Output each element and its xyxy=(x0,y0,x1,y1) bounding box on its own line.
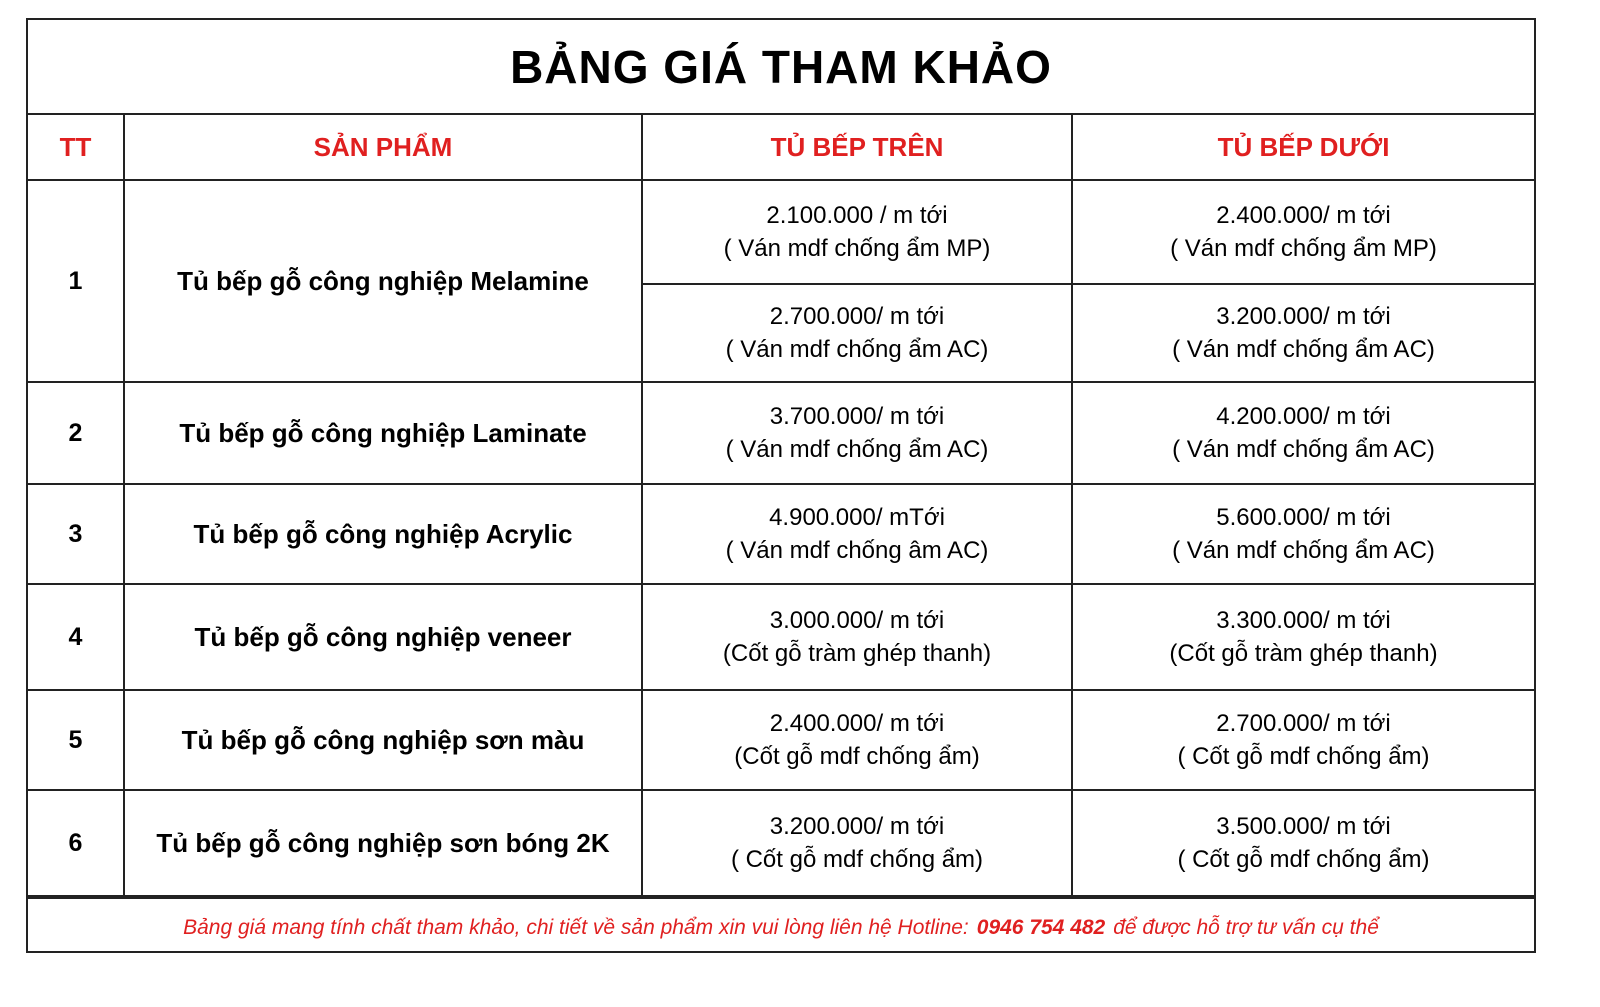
product-name: Tủ bếp gỗ công nghiệp veneer xyxy=(124,584,642,690)
material-note: ( Ván mdf chống ẩm AC) xyxy=(725,336,989,363)
header-lower-cabinet: TỦ BẾP DƯỚI xyxy=(1072,115,1534,180)
header-upper-cabinet: TỦ BẾP TRÊN xyxy=(642,115,1072,180)
price-value: 3.000.000/ m tới xyxy=(769,607,945,634)
material-note: (Cốt gỗ mdf chống ẩm) xyxy=(734,743,980,770)
price-value: 2.100.000 / m tới xyxy=(766,202,948,229)
upper-price-cell xyxy=(642,790,1072,896)
product-name: Tủ bếp gỗ công nghiệp sơn màu xyxy=(124,690,642,790)
row-number: 4 xyxy=(28,584,124,690)
price-value: 4.200.000/ m tới xyxy=(1216,403,1391,430)
price-table-frame xyxy=(26,18,1536,953)
lower-price-cell xyxy=(1072,584,1534,690)
page-title: BẢNG GIÁ THAM KHẢO xyxy=(28,20,1534,115)
footer-text-end: để được hỗ trợ tư vấn cụ thể xyxy=(1113,915,1379,939)
price-value: 2.700.000/ m tới xyxy=(769,303,945,330)
price-value: 3.200.000/ m tới xyxy=(769,813,945,840)
product-name: Tủ bếp gỗ công nghiệp sơn bóng 2K xyxy=(124,790,642,896)
row-number: 2 xyxy=(28,382,124,484)
product-name: Tủ bếp gỗ công nghiệp Laminate xyxy=(124,382,642,484)
price-value: 5.600.000/ m tới xyxy=(1216,504,1391,531)
upper-price-cell xyxy=(642,690,1072,790)
header-product: SẢN PHẨM xyxy=(124,115,642,180)
product-name: Tủ bếp gỗ công nghiệp Acrylic xyxy=(124,484,642,584)
material-note: ( Ván mdf chống ẩm AC) xyxy=(1172,336,1435,363)
lower-price-cell xyxy=(1072,180,1534,284)
table-row xyxy=(28,382,1534,484)
header-row xyxy=(28,115,1534,180)
lower-price-cell xyxy=(1072,382,1534,484)
material-note: (Cốt gỗ tràm ghép thanh) xyxy=(722,640,992,667)
lower-price-cell xyxy=(1072,690,1534,790)
price-table xyxy=(28,115,1534,897)
table-row xyxy=(28,584,1534,690)
footer-text: Bảng giá mang tính chất tham khảo, chi tiết về sản phẩm xin vui lòng liên hệ Hotline: xyxy=(183,915,969,939)
price-value: 3.300.000/ m tới xyxy=(1216,607,1391,634)
row-number: 5 xyxy=(28,690,124,790)
material-note: ( Ván mdf chống ẩm MP) xyxy=(723,235,991,262)
upper-price-cell xyxy=(642,382,1072,484)
row-number: 1 xyxy=(28,180,124,382)
row-number: 6 xyxy=(28,790,124,896)
material-note: ( Cốt gỗ mdf chống ẩm) xyxy=(1177,743,1430,770)
lower-price-cell xyxy=(1072,284,1534,382)
lower-price-cell xyxy=(1072,790,1534,896)
upper-price-cell xyxy=(642,484,1072,584)
material-note: (Cốt gỗ tràm ghép thanh) xyxy=(1169,640,1438,667)
lower-price-cell xyxy=(1072,484,1534,584)
material-note: ( Ván mdf chống ẩm MP) xyxy=(1170,235,1437,262)
header-tt: TT xyxy=(28,115,124,180)
price-value: 4.900.000/ mTới xyxy=(769,504,945,531)
upper-price-cell xyxy=(642,284,1072,382)
material-note: ( Ván mdf chống ẩm AC) xyxy=(725,436,989,463)
table-row xyxy=(28,690,1534,790)
product-name: Tủ bếp gỗ công nghiệp Melamine xyxy=(124,180,642,382)
material-note: ( Ván mdf chống ẩm AC) xyxy=(1172,436,1435,463)
material-note: ( Ván mdf chống ẩm AC) xyxy=(1172,537,1435,564)
table-row xyxy=(28,180,1534,284)
price-value: 2.400.000/ m tới xyxy=(769,710,945,737)
upper-price-cell xyxy=(642,584,1072,690)
price-value: 2.400.000/ m tới xyxy=(1216,202,1391,229)
hotline-number: 0946 754 482 xyxy=(976,915,1106,939)
price-value: 3.200.000/ m tới xyxy=(1216,303,1391,330)
table-row xyxy=(28,484,1534,584)
price-value: 2.700.000/ m tới xyxy=(1216,710,1391,737)
material-note: ( Ván mdf chống âm AC) xyxy=(725,537,989,564)
table-row xyxy=(28,790,1534,896)
material-note: ( Cốt gỗ mdf chống ẩm) xyxy=(730,846,984,873)
upper-price-cell xyxy=(642,180,1072,284)
footer-note xyxy=(28,897,1534,956)
price-value: 3.500.000/ m tới xyxy=(1216,813,1391,840)
row-number: 3 xyxy=(28,484,124,584)
price-value: 3.700.000/ m tới xyxy=(769,403,945,430)
material-note: ( Cốt gỗ mdf chống ẩm) xyxy=(1177,846,1430,873)
